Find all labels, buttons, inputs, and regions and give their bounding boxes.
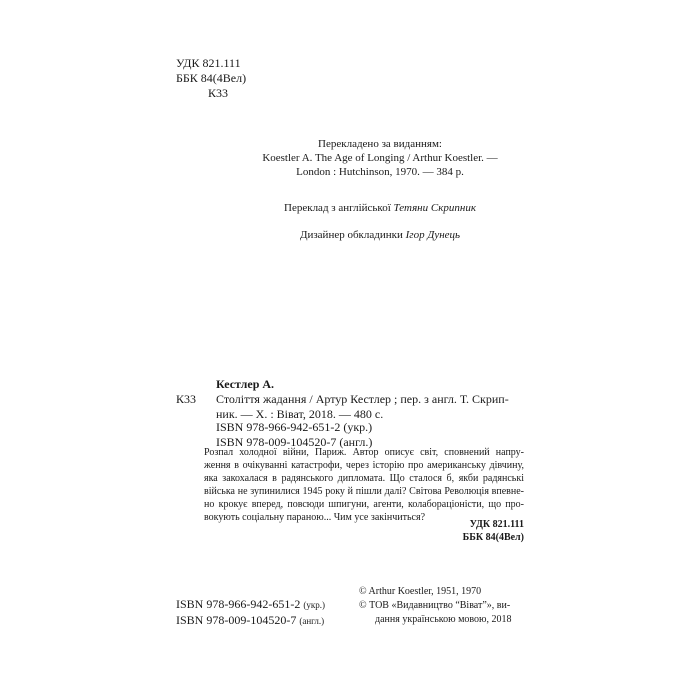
isbn-line: ISBN 978-966-942-651-2 (укр.): [216, 420, 373, 434]
catalogue-author: Кестлер А.: [216, 377, 275, 391]
source-line: Перекладено за виданням:: [318, 138, 442, 150]
udk-top: УДК 821.111: [176, 56, 241, 70]
annotation-line: вокують соціальну параною... Чим усе закінчиться?: [204, 512, 426, 523]
isbn-line: ISBN 978-009-104520-7 (англ.): [216, 435, 373, 449]
catalogue-code: К33: [176, 392, 197, 406]
designer-label: Дизайнер обкладинки: [299, 229, 406, 241]
source-line: Koestler A. The Age of Longing / Arthur Koestler. —: [262, 152, 498, 164]
designer-credit: [150, 228, 610, 242]
copyright-line: © ТОВ «Видавництво “Віват”», ви-: [359, 600, 511, 611]
annotation-line: Розпал холодної війни, Париж. Автор описує світ, сповнений напру-: [204, 447, 524, 458]
description-line: ник. — Х. : Віват, 2018. — 480 с.: [216, 407, 384, 421]
classification-bottom: [463, 518, 524, 544]
annotation-line: ження в очікуванні катастрофи, через історію про американську дівчину,: [204, 460, 524, 471]
bbk-top: ББК 84(4Вел): [176, 71, 247, 85]
bbk-bottom: ББК 84(4Вел): [462, 532, 524, 543]
classification-top: [176, 56, 246, 101]
isbn-lang: (укр.): [303, 600, 325, 610]
isbn-row: [176, 613, 325, 629]
annotation-line: но крокує вперед, повсюди шпигуни, агенти, колабораціоністи, що про-: [204, 499, 524, 510]
designer-name: Ігор Дунець: [405, 229, 461, 241]
source-line: London : Hutchinson, 1970. — 384 p.: [296, 166, 464, 178]
copyright-line: дання українською мовою, 2018: [375, 614, 512, 625]
isbn-number: ISBN 978-966-942-651-2: [176, 597, 301, 611]
translation-source: [150, 137, 610, 179]
translator-credit: [150, 201, 610, 215]
translator-label: Переклад з англійської: [284, 202, 394, 214]
isbn-row: [176, 597, 325, 613]
isbn-lang: (англ.): [299, 616, 325, 626]
isbn-bottom: [176, 597, 325, 629]
description-line: Століття жадання / Артур Кестлер ; пер. з англ. Т. Скрип-: [216, 392, 509, 406]
copyright-block: [359, 585, 512, 627]
annotation-line: війська не зупинилися 1945 року й пішли далі? Світова Революція впевне-: [204, 486, 524, 497]
author-code-top: К33: [208, 86, 229, 100]
translator-name: Тетяни Скрипник: [393, 202, 476, 214]
annotation-line: яка закохалася в радянського дипломата. Що сталося б, якби радянські: [204, 473, 524, 484]
isbn-number: ISBN 978-009-104520-7: [176, 613, 297, 627]
copyright-line: © Arthur Koestler, 1951, 1970: [359, 586, 482, 597]
annotation: [204, 446, 524, 524]
udk-bottom: УДК 821.111: [469, 519, 524, 530]
catalogue-description: [216, 392, 509, 422]
